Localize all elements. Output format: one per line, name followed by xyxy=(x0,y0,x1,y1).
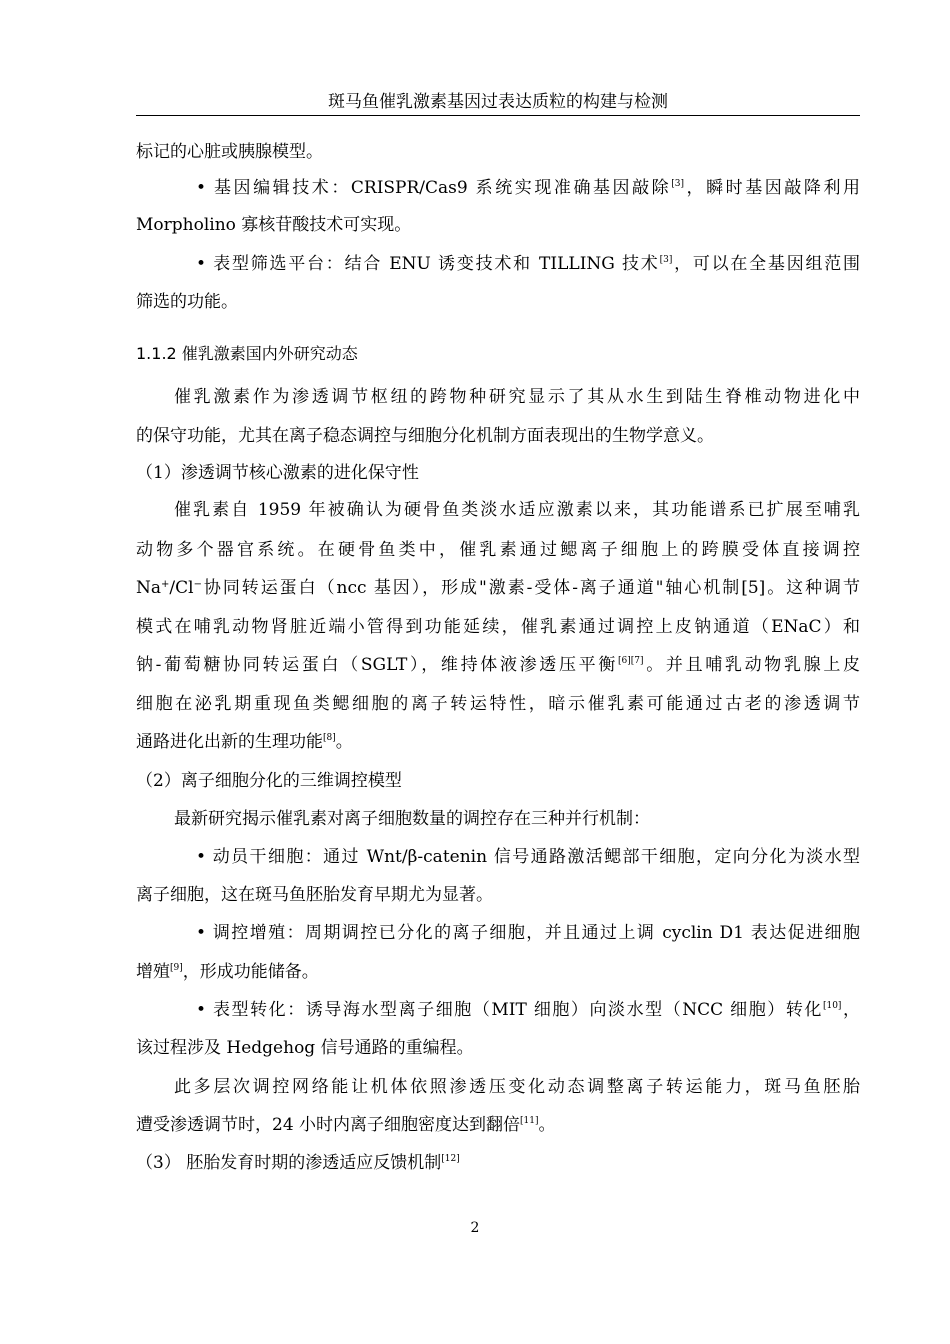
text-run: ，瞬时基因敲降利用 xyxy=(683,178,860,198)
text-run: ，形成功能储备。 xyxy=(182,962,319,982)
text-run: 遭受渗透调节时，24 小时内离子细胞密度达到翻倍 xyxy=(136,1115,521,1135)
paragraph-line: 最新研究揭示催乳素对离子细胞数量的调控存在三种并行机制： xyxy=(174,809,650,829)
text-run: 增殖 xyxy=(136,962,170,982)
text-run: 通路进化出新的生理功能 xyxy=(136,732,323,752)
citation: [3] xyxy=(671,179,684,189)
paragraph-line: 细胞在泌乳期重现鱼类鳃细胞的离子转运特性，暗示催乳素可能通过古老的渗透调节 xyxy=(136,694,860,714)
paragraph-line xyxy=(136,961,860,983)
page-number: 2 xyxy=(470,1220,480,1236)
superscript: + xyxy=(161,579,170,590)
paragraph-line: 此多层次调控网络能让机体依照渗透压变化动态调整离子转运能力，斑马鱼胚胎 xyxy=(174,1077,860,1097)
bullet-phenotype-conversion xyxy=(196,999,860,1021)
bullet-stem-cells: • 动员干细胞：通过 Wnt/β-catenin 信号通路激活鳃部干细胞，定向分化为淡水型 xyxy=(196,847,860,867)
paragraph-line: 催乳素自 1959 年被确认为硬骨鱼类淡水适应激素以来，其功能谱系已扩展至哺乳 xyxy=(174,500,860,520)
paragraph-line xyxy=(136,731,860,753)
text-run: 。并且哺乳动物乳腺上皮 xyxy=(643,655,861,675)
paragraph-line: 标记的心脏或胰腺模型。 xyxy=(136,142,323,162)
superscript: − xyxy=(193,579,202,590)
text-run: Na xyxy=(136,578,162,598)
paragraph-line xyxy=(136,1114,860,1136)
text-run: （3） 胚胎发育时期的渗透适应反馈机制 xyxy=(136,1153,442,1173)
text-run: ， xyxy=(841,1000,860,1020)
paragraph-line: 筛选的功能。 xyxy=(136,292,238,312)
subsection-heading: （2）离子细胞分化的三维调控模型 xyxy=(136,771,402,791)
paragraph-line: 离子细胞，这在斑马鱼胚胎发育早期尤为显著。 xyxy=(136,885,493,905)
paragraph-line: Morpholino 寡核苷酸技术可实现。 xyxy=(136,215,412,235)
citation: [3] xyxy=(659,255,673,265)
bullet-gene-editing xyxy=(196,177,860,199)
bullet-proliferation: • 调控增殖：周期调控已分化的离子细胞，并且通过上调 cyclin D1 表达促进细胞 xyxy=(196,923,860,943)
text-run: 。 xyxy=(538,1115,556,1135)
header-rule xyxy=(136,115,860,116)
text-run: 协同转运蛋白（ncc 基因），形成"激素-受体-离子通道"轴心机制[5]。这种调节 xyxy=(201,578,860,598)
paragraph-line: 模式在哺乳动物肾脏近端小管得到功能延续，催乳素通过调控上皮钠通道（ENaC）和 xyxy=(136,617,860,637)
citation: [10] xyxy=(822,1001,842,1011)
text-run: 。 xyxy=(335,732,353,752)
citation: [6][7] xyxy=(618,656,644,666)
subsection-heading xyxy=(136,1152,860,1174)
citation: [12] xyxy=(441,1154,460,1164)
paragraph-line: 动物多个器官系统。在硬骨鱼类中，催乳素通过鳃离子细胞上的跨膜受体直接调控 xyxy=(136,540,860,560)
text-run: 钠-葡萄糖协同转运蛋白（SGLT），维持体液渗透压平衡 xyxy=(136,655,619,675)
bullet-phenotype-screening xyxy=(196,253,860,275)
citation: [11] xyxy=(520,1116,539,1126)
paragraph-line: 的保守功能，尤其在离子稳态调控与细胞分化机制方面表现出的生物学意义。 xyxy=(136,426,714,446)
paragraph-line: 催乳激素作为渗透调节枢纽的跨物种研究显示了其从水生到陆生脊椎动物进化中 xyxy=(174,387,860,407)
citation: [9] xyxy=(170,963,183,973)
paragraph-line xyxy=(136,654,860,676)
subsection-heading: （1）渗透调节核心激素的进化保守性 xyxy=(136,463,419,483)
text-run: ，可以在全基因组范围 xyxy=(672,254,860,274)
citation: [8] xyxy=(323,733,336,743)
text-run: • 基因编辑技术：CRISPR/Cas9 系统实现准确基因敲除 xyxy=(196,178,672,198)
section-heading: 1.1.2 催乳激素国内外研究动态 xyxy=(136,344,358,363)
running-header: 斑马鱼催乳激素基因过表达质粒的构建与检测 xyxy=(328,92,668,112)
text-run: /Cl xyxy=(169,578,194,598)
paragraph-line: 该过程涉及 Hedgehog 信号通路的重编程。 xyxy=(136,1038,474,1058)
text-run: • 表型转化：诱导海水型离子细胞（MIT 细胞）向淡水型（NCC 细胞）转化 xyxy=(196,1000,823,1020)
paragraph-line xyxy=(136,577,860,599)
text-run: • 表型筛选平台：结合 ENU 诱变技术和 TILLING 技术 xyxy=(196,254,660,274)
